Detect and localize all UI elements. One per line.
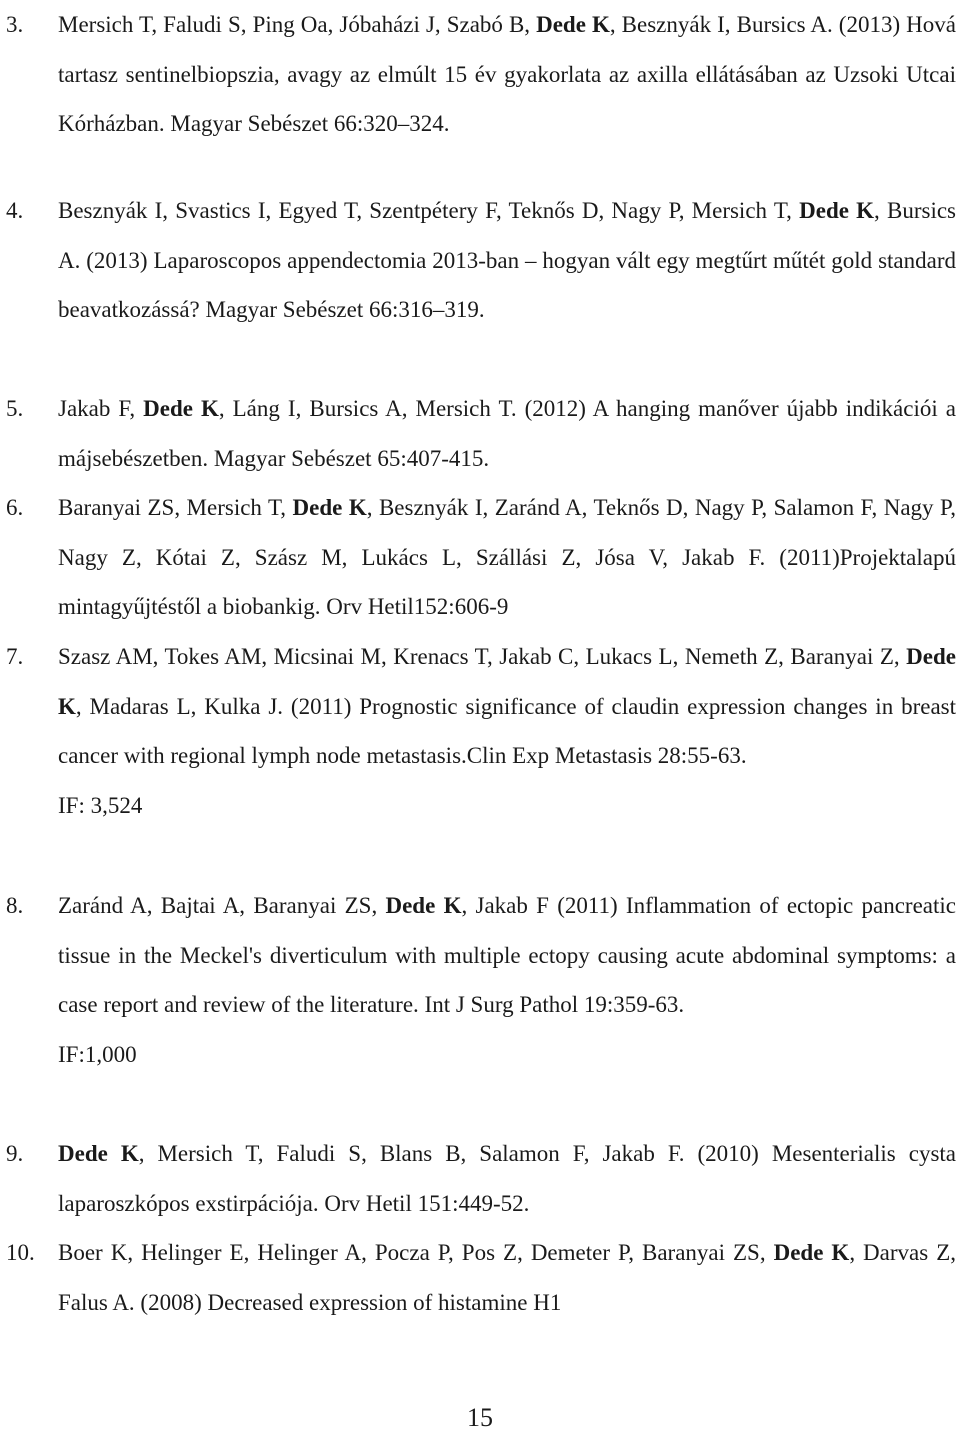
- highlighted-author: Dede K: [58, 1141, 139, 1166]
- highlighted-author: Dede K: [536, 12, 610, 37]
- reference-number: 4.: [6, 198, 24, 223]
- reference-text-segment: Besznyák I, Svastics I, Egyed T, Szentpétery F, Teknős D, Nagy P, Mersich T,: [58, 198, 800, 223]
- reference-text: [58, 1129, 956, 1228]
- reference-number: 7.: [6, 644, 24, 669]
- reference-number: 3.: [6, 12, 24, 37]
- reference-text-segment: Mersich T, Faludi S, Ping Oa, Jóbaházi J, Szabó B,: [58, 12, 537, 37]
- reference-number: 8.: [6, 893, 24, 918]
- reference-text-segment: Baranyai ZS, Mersich T,: [58, 495, 293, 520]
- reference-text-segment: , Madaras L, Kulka J. (2011) Prognostic significance of claudin expression changes in breast cancer with regional lymph node metastasis.Clin Exp Metastasis 28:55-63.: [58, 693, 956, 768]
- reference-text: [58, 1228, 956, 1327]
- reference-number: 9.: [6, 1141, 24, 1166]
- reference-text: [58, 632, 956, 830]
- reference-text-segment: , Darvas Z, Falus A. (2008) Decreased expression of histamine H1: [58, 1240, 956, 1315]
- reference-text-segment: Boer K, Helinger E, Helinger A, Pocza P, Pos Z, Demeter P, Baranyai ZS,: [58, 1240, 774, 1265]
- reference-text-segment: , Besznyák I, Zaránd A, Teknős D, Nagy P, Salamon F, Nagy P, Nagy Z, Kótai Z, Szász M, Lukács L, Szállási Z, Jósa V, Jakab F. (2011)Projektalapú mintagyűjtéstől a biobankig. Orv Hetil152:606-9: [58, 495, 956, 619]
- reference-text: [58, 384, 956, 483]
- reference-text-segment: , Láng I, Bursics A, Mersich T. (2012) A hanging manőver újabb indikációi a májsebészetben. Magyar Sebészet 65:407-415.: [58, 396, 956, 471]
- highlighted-author: Dede K: [773, 1240, 850, 1265]
- reference-text-segment: Jakab F,: [58, 396, 144, 421]
- reference-text-segment: Zaránd A, Bajtai A, Baranyai ZS,: [58, 893, 386, 918]
- reference-text-segment: , Bursics A. (2013) Laparoscopos appendectomia 2013-ban – hogyan vált egy megtűrt műtét gold standard beavatkozássá? Magyar Sebészet 66:316–319.: [58, 198, 957, 322]
- impact-factor: IF: 3,524: [58, 792, 143, 818]
- reference-text-segment: Szasz AM, Tokes AM, Micsinai M, Krenacs T, Jakab C, Lukacs L, Nemeth Z, Baranyai Z,: [58, 644, 907, 669]
- highlighted-author: Dede K: [292, 495, 367, 520]
- reference-text: [58, 881, 956, 1079]
- reference-text-segment: , Besznyák I, Bursics A. (2013) Hová tartasz sentinelbiopszia, avagy az elmúlt 15 év gyakorlata az axilla ellátásában az Uzsoki Utcai Kórházban. Magyar Sebészet 66:320–324.: [58, 12, 956, 136]
- highlighted-author: Dede K: [385, 893, 462, 918]
- page-number: 15: [467, 1403, 493, 1432]
- reference-number: 6.: [6, 495, 24, 520]
- reference-text: [58, 483, 956, 632]
- reference-text-segment: , Jakab F (2011) Inflammation of ectopic pancreatic tissue in the Meckel's diverticulum with multiple ectopy causing acute abdominal symptoms: a case report and review of the literature. Int J Surg Pathol 19:359-63.: [58, 893, 956, 1017]
- highlighted-author: Dede K: [799, 198, 875, 223]
- reference-number: 10.: [6, 1240, 35, 1265]
- highlighted-author: Dede K: [58, 644, 956, 719]
- reference-text: [58, 0, 956, 149]
- reference-number: 5.: [6, 396, 24, 421]
- impact-factor: IF:1,000: [58, 1041, 137, 1067]
- highlighted-author: Dede K: [143, 396, 219, 421]
- reference-text-segment: , Mersich T, Faludi S, Blans B, Salamon F, Jakab F. (2010) Mesenterialis cysta laparoszkópos exstirpációja. Orv Hetil 151:449-52.: [58, 1141, 956, 1216]
- reference-text: [58, 186, 956, 335]
